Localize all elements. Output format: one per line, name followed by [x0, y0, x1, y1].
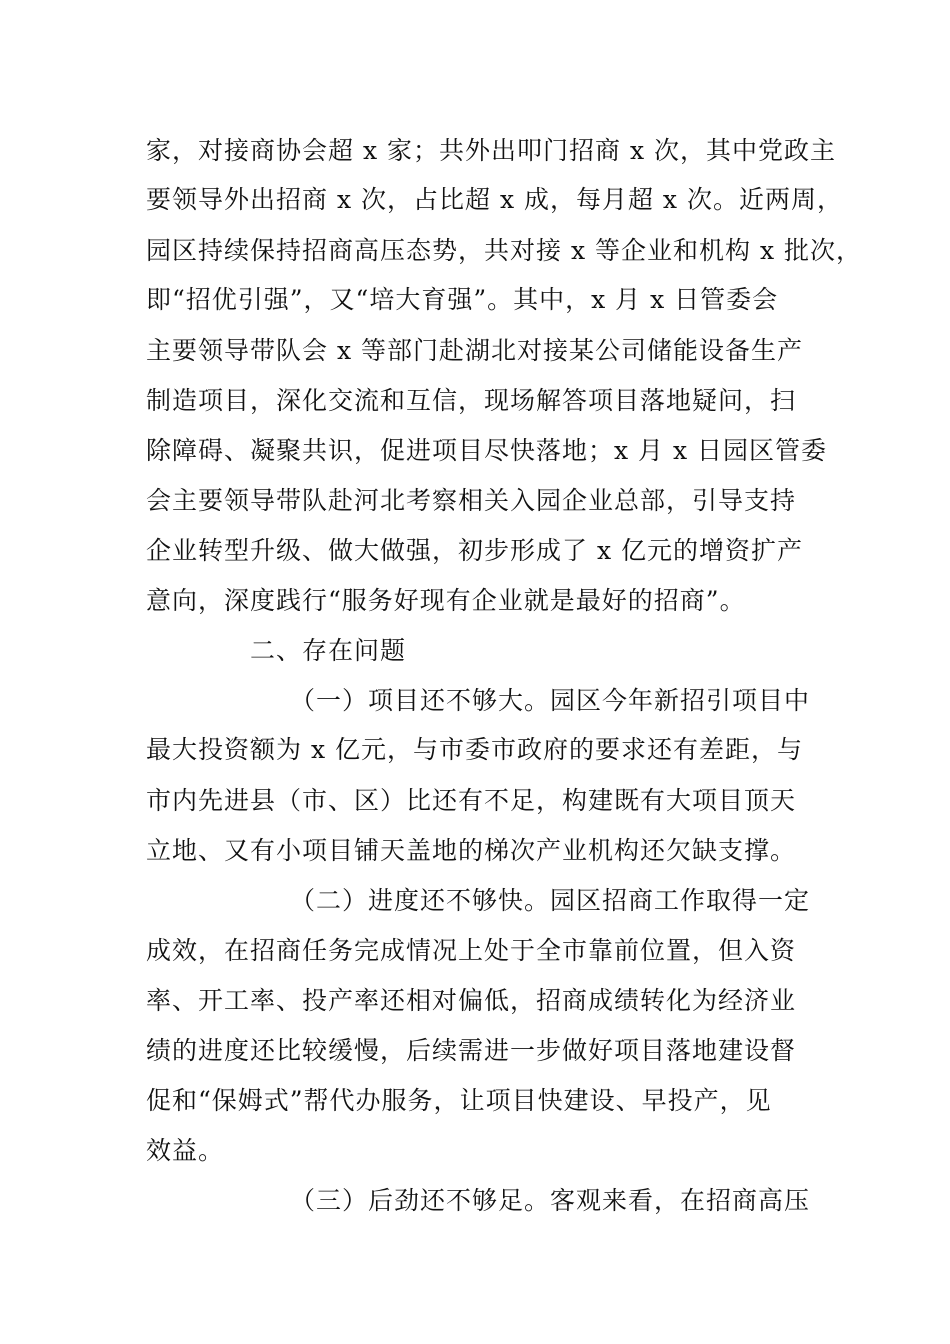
- subsection-heading: （一）项目还不够大。园区今年新招引项目中: [290, 686, 811, 715]
- paragraph-line: 除障碍、凝聚共识，促进项目尽快落地；x 月 x 日园区管委: [146, 436, 828, 465]
- paragraph-line: 制造项目，深化交流和互信，现场解答项目落地疑问，扫: [146, 386, 797, 415]
- paragraph-line: 意向，深度践行“服务好现有企业就是最好的招商”。: [146, 586, 746, 615]
- paragraph-line: 率、开工率、投产率还相对偏低，招商成绩转化为经济业: [146, 986, 797, 1015]
- paragraph-line: 最大投资额为 x 亿元，与市委市政府的要求还有差距，与: [146, 735, 803, 764]
- paragraph-line: 园区持续保持招商高压态势，共对接 x 等企业和机构 x 批次，: [146, 236, 862, 265]
- paragraph-line: 会主要领导带队赴河北考察相关入园企业总部，引导支持: [146, 486, 797, 515]
- paragraph-line: 立地、又有小项目铺天盖地的梯次产业机构还欠缺支撑。: [146, 836, 797, 865]
- paragraph-line: 绩的进度还比较缓慢，后续需进一步做好项目落地建设督: [146, 1036, 797, 1065]
- paragraph-line: 促和“保姆式”帮代办服务，让项目快建设、早投产，见: [146, 1086, 772, 1115]
- paragraph-line: 市内先进县（市、区）比还有不足，构建既有大项目顶天: [146, 786, 797, 815]
- paragraph-line: 即“招优引强”，又“培大育强”。其中，x 月 x 日管委会: [146, 285, 779, 314]
- paragraph-line: 主要领导带队会 x 等部门赴湖北对接某公司储能设备生产: [146, 336, 803, 365]
- paragraph-line: 要领导外出招商 x 次，占比超 x 成，每月超 x 次。近两周，: [146, 185, 843, 214]
- paragraph-line: 家，对接商协会超 x 家；共外出叩门招商 x 次，其中党政主: [146, 136, 836, 165]
- paragraph-line: 成效，在招商任务完成情况上处于全市靠前位置，但入资: [146, 936, 797, 965]
- subsection-heading: （二）进度还不够快。园区招商工作取得一定: [290, 886, 811, 915]
- paragraph-line: 效益。: [146, 1136, 225, 1165]
- section-heading: 二、存在问题: [250, 636, 407, 665]
- paragraph-line: 企业转型升级、做大做强，初步形成了 x 亿元的增资扩产: [146, 536, 803, 565]
- subsection-heading: （三）后劲还不够足。客观来看，在招商高压: [290, 1186, 811, 1215]
